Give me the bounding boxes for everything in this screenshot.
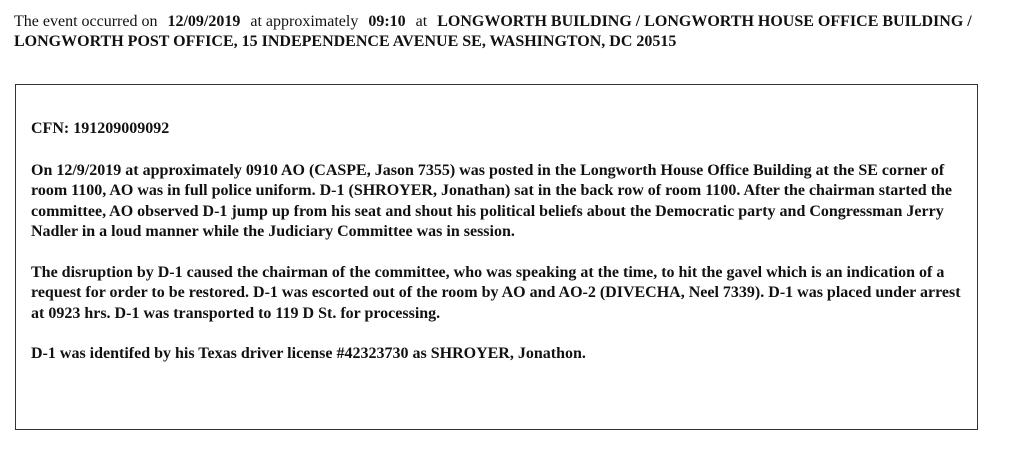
event-at-text: at: [415, 13, 428, 30]
event-summary: [14, 12, 1024, 52]
cfn-number: CFN: 191209009092: [31, 120, 170, 137]
event-lead-text: The event occurred on: [14, 13, 158, 30]
event-time: 09:10: [368, 13, 406, 30]
event-time-lead-text: at approximately: [250, 13, 359, 30]
narrative-box: [15, 84, 978, 430]
narrative-paragraph-3: D-1 was identifed by his Texas driver license #42323730 as SHROYER, Jonathon.: [31, 345, 586, 362]
event-date: 12/09/2019: [167, 13, 241, 30]
narrative-paragraph-2: The disruption by D-1 caused the chairman of the committee, who was speaking at the time, to hit the gavel which is an indication of a request for order to be restored. D-1 was escorted out of the room by AO and AO-2 (DIVECHA, Neel 7339). D-1 was placed under arrest at 0923 hrs. D-1 was transported to 119 D St. for processing.: [31, 263, 961, 322]
narrative-paragraph-1: On 12/9/2019 at approximately 0910 AO (CASPE, Jason 7355) was posted in the Longworth House Office Building at the SE corner of room 1100, AO was in full police uniform. D-1 (SHROYER, Jonathan) sat in the back row of room 1100. After the chairman started the committee, AO observed D-1 jump up from his seat and shout his political beliefs about the Democratic party and Congressman Jerry Nadler in a loud manner while the Judiciary Committee was in session.: [31, 161, 953, 240]
narrative-content: [31, 119, 966, 385]
event-location: LONGWORTH BUILDING / LONGWORTH HOUSE OFFICE BUILDING / LONGWORTH POST OFFICE, 15 INDEPENDENCE AVENUE SE, WASHINGTON, DC 20515: [14, 13, 972, 50]
